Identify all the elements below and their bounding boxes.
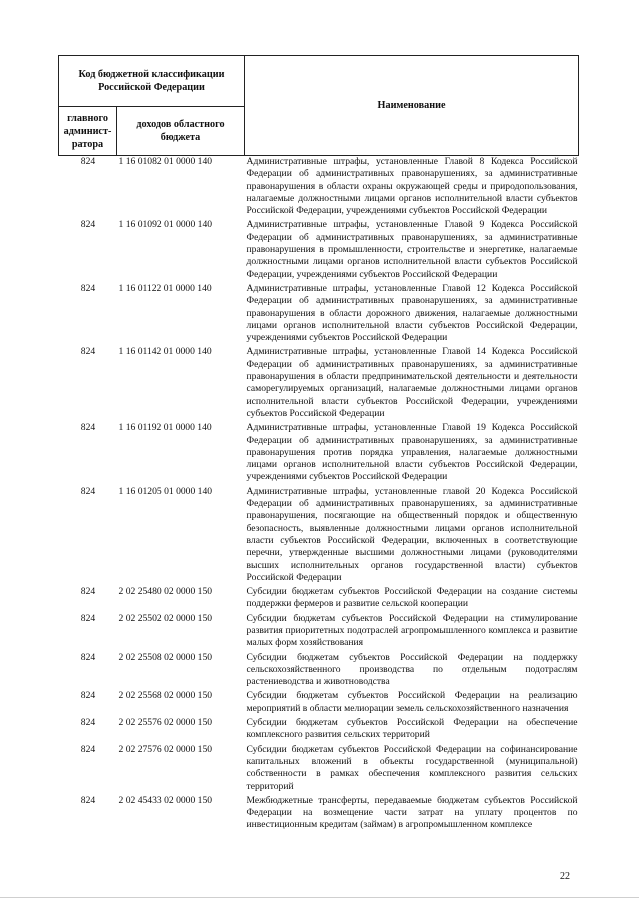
admin-code-cell: 824 (80, 612, 96, 624)
admin-code-cell: 824 (80, 485, 96, 497)
income-name-cell: Субсидии бюджетам субъектов Российской Федерации на стимулирование развития приоритетных подотраслей агропромышленного комплекса и развитие малых форм хозяйствования (246, 612, 578, 649)
admin-code-cell: 824 (80, 282, 96, 294)
admin-code-cell: 824 (80, 219, 96, 231)
income-code-cell: 1 16 01205 01 0000 140 (118, 485, 213, 497)
header-income: доходов областного бюджета (117, 107, 245, 156)
income-name-cell: Административные штрафы, установленные Главой 19 Кодекса Российской Федерации об административных правонарушениях, за административные правонарушения против порядка управления, налагаемые должностными лицами органов исполнительной власти субъектов Российской Федерации, учреждениями субъектов Российской Федерации (246, 422, 578, 483)
table-row (59, 652, 579, 691)
income-code-cell: 1 16 01082 01 0000 140 (118, 156, 213, 167)
header-budget-code-group: Код бюджетной классификации Российской Федерации (59, 56, 245, 107)
income-name-cell: Субсидии бюджетам субъектов Российской Федерации на софинансирование капитальных вложений в объекты государственной (муниципальной) собственности в рамках обеспечения комплексного развития сельских территорий (246, 743, 578, 792)
table-row (59, 486, 579, 586)
income-name-cell: Административные штрафы, установленные Главой 14 Кодекса Российской Федерации об административных правонарушениях, за административные правонарушения в области предпринимательской деятельности и деятельности саморегулируемых организаций, налагаемые должностными лицами органов исполнительной власти субъектов Российской Федерации, учреждениями субъектов Российской Федерации (246, 346, 578, 419)
income-name-cell: Административные штрафы, установленные Главой 9 Кодекса Российской Федерации об административных правонарушениях, за административные правонарушения в промышленности, строительстве и энергетике, налагаемые должностными лицами органов исполнительной власти субъектов Российской Федерации, учреждениями субъектов Российской Федерации (246, 219, 578, 280)
table-row (59, 219, 579, 282)
income-name-cell: Субсидии бюджетам субъектов Российской Федерации на реализацию мероприятий в области мелиорации земель сельскохозяйственного назначения (246, 690, 578, 714)
header-name: Наименование (245, 56, 579, 156)
income-name-cell: Субсидии бюджетам субъектов Российской Федерации на поддержку сельскохозяйственного производства по отдельным подотраслям растениеводства и животноводства (246, 651, 578, 688)
page-number: 22 (560, 871, 570, 882)
income-name-cell: Субсидии бюджетам субъектов Российской Федерации на обеспечение комплексного развития сельских территорий (246, 717, 578, 741)
admin-code-cell: 824 (80, 346, 96, 358)
page-bottom-edge (0, 897, 639, 898)
income-code-cell: 1 16 01142 01 0000 140 (118, 346, 212, 358)
table-row (59, 795, 579, 834)
admin-code-cell: 824 (80, 717, 96, 729)
admin-code-cell: 824 (80, 794, 96, 806)
income-code-cell: 2 02 25576 02 0000 150 (118, 717, 213, 729)
admin-code-cell: 824 (80, 651, 96, 663)
income-code-cell: 2 02 25508 02 0000 150 (118, 651, 213, 663)
table-row (59, 717, 579, 744)
income-code-cell: 1 16 01092 01 0000 140 (118, 219, 213, 231)
income-code-cell: 1 16 01122 01 0000 140 (118, 282, 212, 294)
income-name-cell: Административные штрафы, установленные Главой 8 Кодекса Российской Федерации об административных правонарушениях, за административные правонарушения в области охраны окружающей среды и природопользования, налагаемые должностными лицами органов исполнительной власти субъектов Российской Федерации, учреждениями субъектов Российской Федерации (246, 156, 578, 217)
table-row (59, 586, 579, 613)
income-name-cell: Административные штрафы, установленные главой 20 Кодекса Российской Федерации об административных правонарушениях, за административные правонарушения, посягающие на общественный порядок и общественную безопасность, выявленные должностными лицами органов исполнительной власти субъектов Российской Федерации, включенных в соответствующие перечни, утвержденные высшими должностными лицами (руководителями высших исполнительных органов государственной власти) субъектов Российской Федерации (246, 485, 578, 583)
income-code-cell: 2 02 27576 02 0000 150 (118, 743, 213, 755)
admin-code-cell: 824 (80, 690, 96, 702)
admin-code-cell: 824 (80, 743, 96, 755)
admin-code-cell: 824 (80, 156, 96, 167)
income-code-cell: 2 02 45433 02 0000 150 (118, 794, 213, 806)
table-row (59, 613, 579, 652)
income-code-cell: 2 02 25502 02 0000 150 (118, 612, 213, 624)
header-admin: главного админист-ратора (59, 107, 117, 156)
table-row (59, 422, 579, 485)
admin-code-cell: 824 (80, 422, 96, 434)
table-row (59, 690, 579, 717)
budget-classification-table (58, 55, 579, 834)
table-row (59, 283, 579, 346)
table-row (59, 156, 579, 220)
income-name-cell: Межбюджетные трансферты, передаваемые бюджетам субъектов Российской Федерации на возмещение части затрат на уплату процентов по инвестиционным кредитам (займам) в агропромышленном комплексе (246, 794, 578, 831)
income-name-cell: Административные штрафы, установленные Главой 12 Кодекса Российской Федерации об административных правонарушениях, за административные правонарушения в области дорожного движения, налагаемые должностными лицами органов исполнительной власти субъектов Российской Федерации, учреждениями субъектов Российской Федерации (246, 282, 578, 344)
table-row (59, 346, 579, 422)
income-name-cell: Субсидии бюджетам субъектов Российской Федерации на создание системы поддержки фермеров и развитие сельской кооперации (246, 586, 578, 610)
income-code-cell: 1 16 01192 01 0000 140 (118, 422, 212, 434)
income-code-cell: 2 02 25568 02 0000 150 (118, 690, 213, 702)
admin-code-cell: 824 (80, 586, 96, 598)
income-code-cell: 2 02 25480 02 0000 150 (118, 586, 213, 598)
table-row (59, 744, 579, 795)
